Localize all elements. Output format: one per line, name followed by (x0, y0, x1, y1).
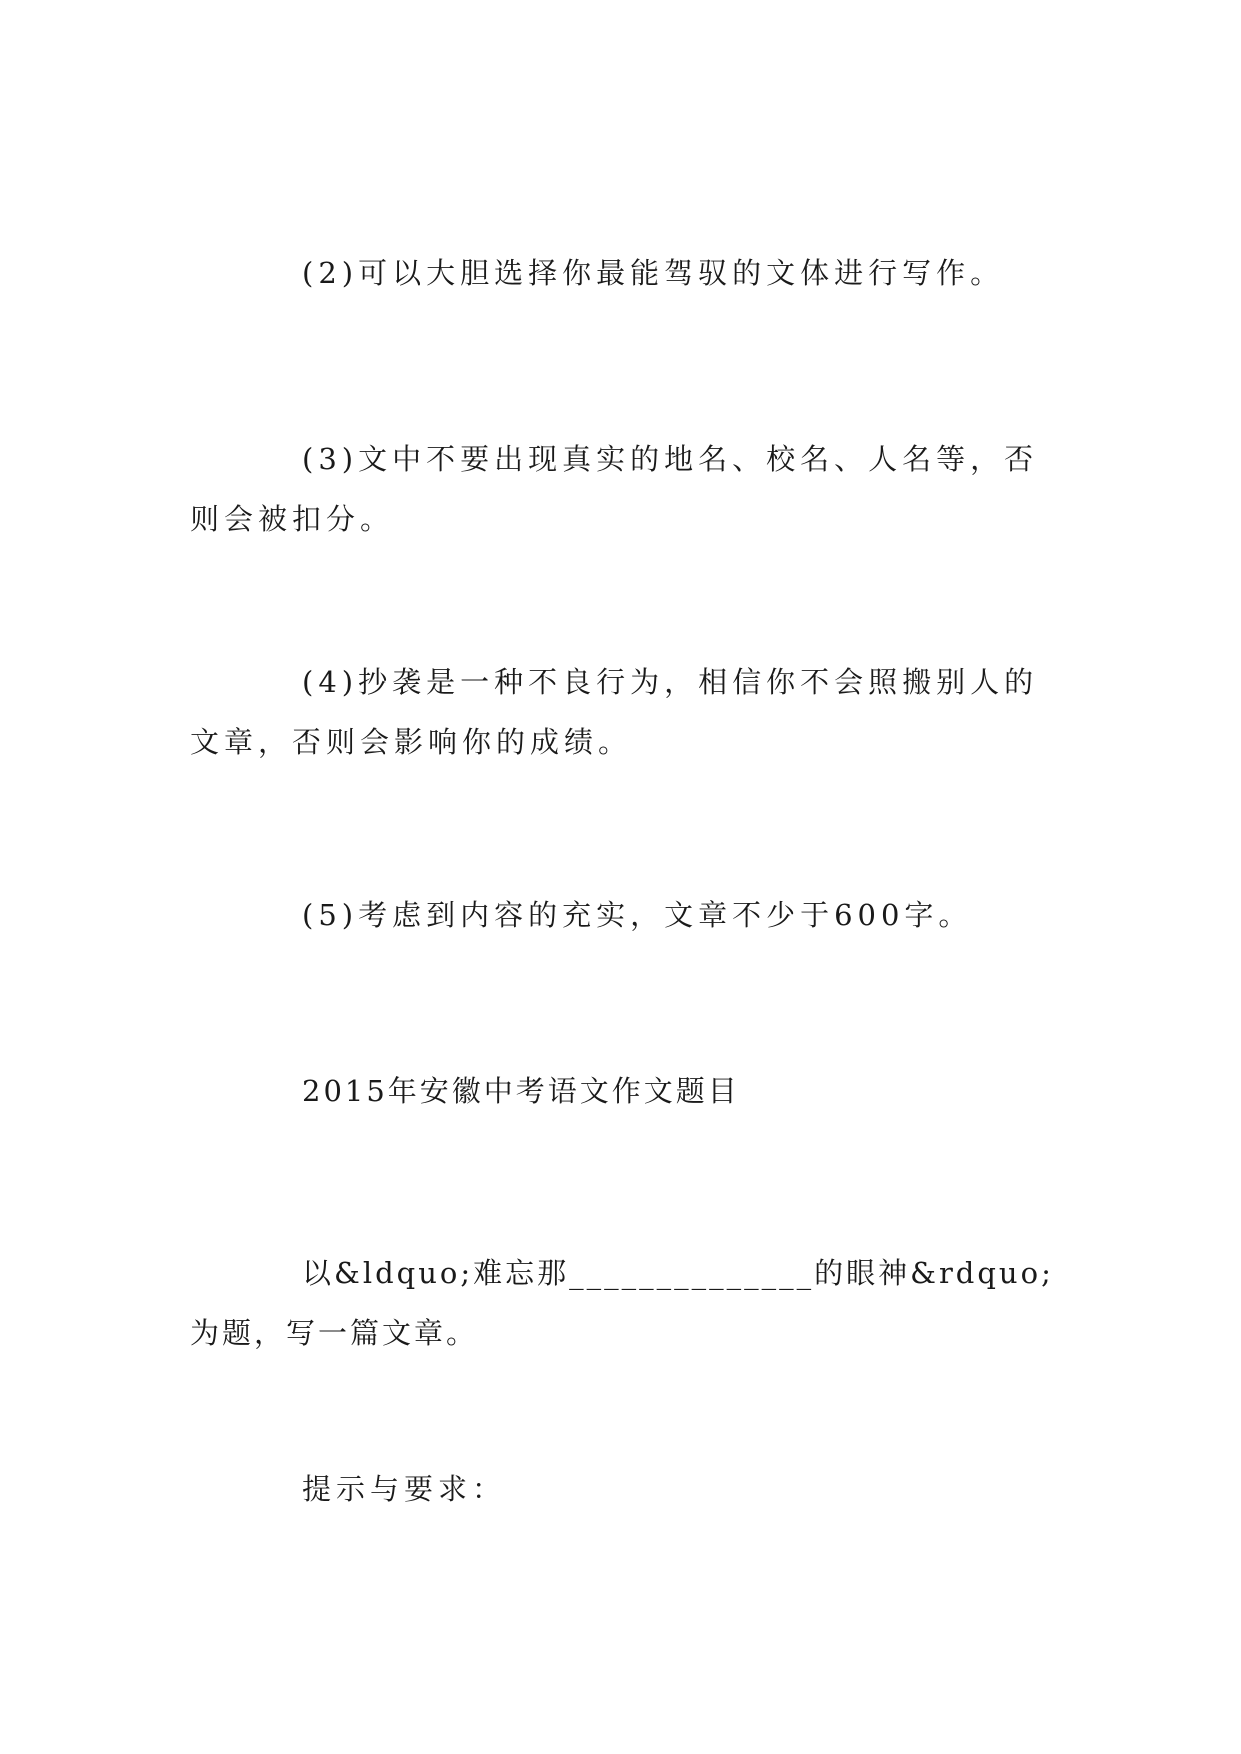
requirement-5: (5)考虑到内容的充实，文章不少于600字。 (302, 898, 973, 932)
section-heading: 2015年安徽中考语文作文题目 (302, 1074, 740, 1108)
hints-heading: 提示与要求： (302, 1472, 507, 1506)
requirement-4: (4)抄袭是一种不良行为，相信你不会照搬别人的文章，否则会影响你的成绩。 (190, 665, 1039, 759)
essay-prompt: 以&ldquo;难忘那______________的眼神&rdquo;为题，写一篇文章。 (190, 1256, 1054, 1350)
requirement-3: (3)文中不要出现真实的地名、校名、人名等，否则会被扣分。 (190, 442, 1039, 536)
requirement-2: (2)可以大胆选择你最能驾驭的文体进行写作。 (302, 256, 1005, 290)
